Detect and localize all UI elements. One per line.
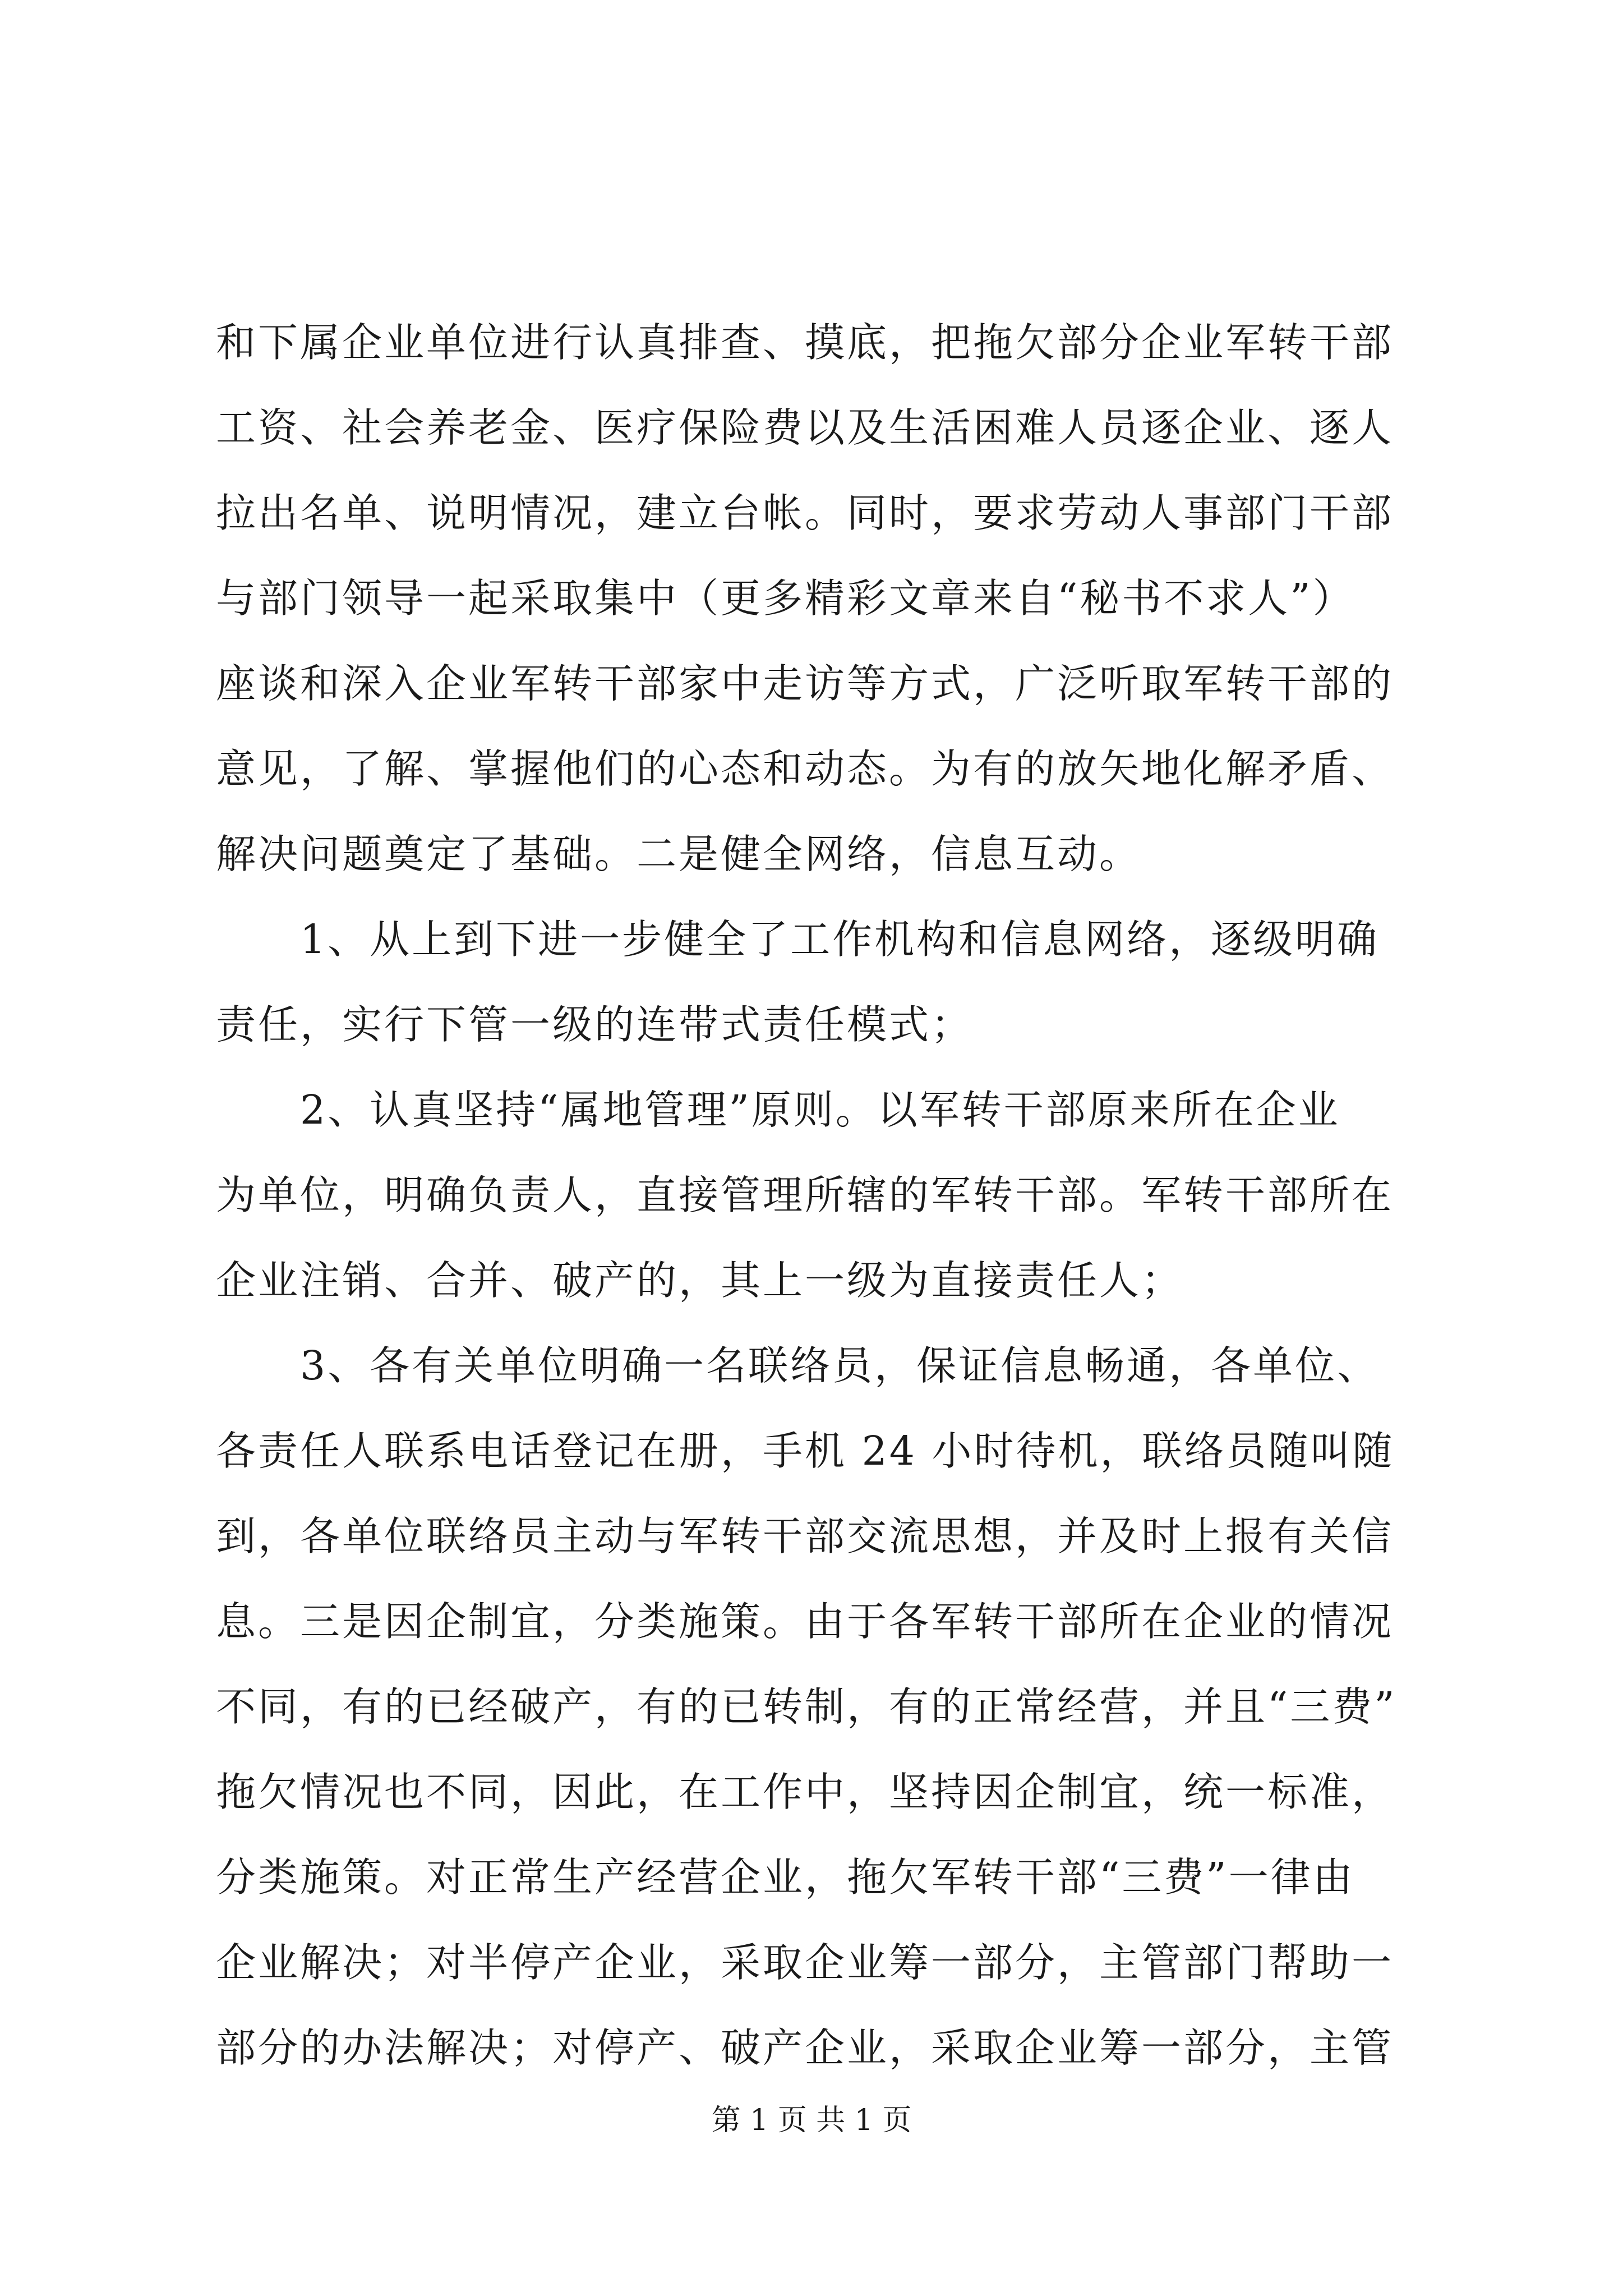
- text-line: 和下属企业单位进行认真排查、摸底，把拖欠部分企业军转干部: [216, 319, 1394, 366]
- text-line: 拉出名单、说明情况，建立台帐。同时，要求劳动人事部门干部: [216, 490, 1394, 536]
- text-line: 分类施策。对正常生产经营企业，拖欠军转干部“三费”一律由: [216, 1854, 1355, 1901]
- text-line: 3、各有关单位明确一名联络员，保证信息畅通，各单位、: [300, 1342, 1380, 1389]
- text-line: 为单位，明确负责人，直接管理所辖的军转干部。军转干部所在: [216, 1172, 1394, 1218]
- text-line: 拖欠情况也不同，因此，在工作中，坚持因企制宜，统一标准，: [216, 1769, 1394, 1815]
- text-line: 企业解决；对半停产企业，采取企业筹一部分，主管部门帮助一: [216, 1939, 1394, 1986]
- text-line: 与部门领导一起采取集中（更多精彩文章来自“秘书不求人”）: [216, 575, 1355, 622]
- text-line: 责任，实行下管一级的连带式责任模式；: [216, 1001, 974, 1048]
- text-line: 2、认真坚持“属地管理”原则。以军转干部原来所在企业: [300, 1087, 1340, 1133]
- text-line: 各责任人联系电话登记在册，手机 24 小时待机，联络员随叫随: [216, 1428, 1395, 1474]
- text-line: 部分的办法解决；对停产、破产企业，采取企业筹一部分，主管: [216, 2024, 1394, 2071]
- text-line: 到，各单位联络员主动与军转干部交流思想，并及时上报有关信: [216, 1513, 1394, 1559]
- text-line: 座谈和深入企业军转干部家中走访等方式，广泛听取军转干部的: [216, 660, 1394, 707]
- text-line: 企业注销、合并、破产的，其上一级为直接责任人；: [216, 1257, 1184, 1304]
- document-body: [216, 300, 1416, 2091]
- page-footer: 第 1 页 共 1 页: [711, 2104, 912, 2137]
- text-line: 息。三是因企制宜，分类施策。由于各军转干部所在企业的情况: [216, 1598, 1394, 1645]
- text-line: 1、从上到下进一步健全了工作机构和信息网络，逐级明确: [300, 916, 1380, 963]
- text-line: 工资、社会养老金、医疗保险费以及生活困难人员逐企业、逐人: [216, 404, 1394, 451]
- text-line: 不同，有的已经破产，有的已转制，有的正常经营，并且“三费”: [216, 1683, 1397, 1730]
- text-line: 意见，了解、掌握他们的心态和动态。为有的放矢地化解矛盾、: [216, 746, 1394, 792]
- text-line: 解决问题奠定了基础。二是健全网络，信息互动。: [216, 831, 1142, 877]
